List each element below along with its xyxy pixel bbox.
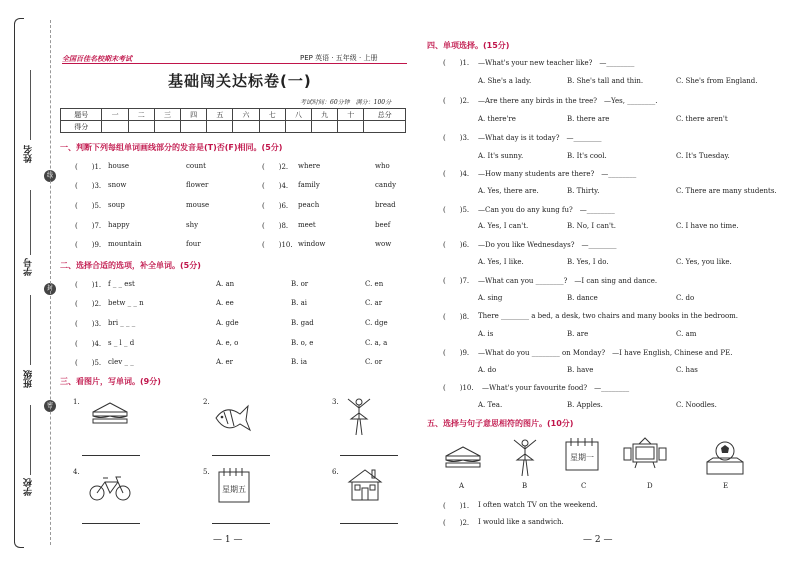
s4-option-c: C. There are many students. — [676, 187, 777, 195]
score-cell: 总分 — [364, 109, 406, 121]
s4-question: —What day is it today? —________ — [478, 134, 602, 142]
score-cell: 二 — [128, 109, 154, 121]
score-input-cell[interactable] — [233, 121, 259, 133]
score-cell: 题号 — [61, 109, 102, 121]
s3-label-6: 6. — [332, 468, 339, 476]
s4-option-a: A. do — [478, 366, 497, 374]
s4-option-a: A. Yes, I like. — [478, 258, 524, 266]
section2-title: 二、选择合适的选项，补全单词。(5分) — [60, 261, 201, 270]
s4-option-c: C. I have no time. — [676, 222, 739, 230]
s1-word-a: house — [108, 162, 129, 170]
s5-pic-label-d: D — [647, 482, 653, 490]
fish-icon — [212, 398, 252, 438]
section1-title: 一、判断下列每组单词画线部分的发音是(T)否(F)相同。(5分) — [60, 143, 283, 152]
s4-question: —Can you do any kung fu? —________ — [478, 206, 615, 214]
s4-item-num: ( )7. — [443, 277, 470, 285]
score-input-cell[interactable] — [102, 121, 128, 133]
binding-margin — [0, 0, 52, 566]
s4-item-num: ( )10. — [443, 384, 474, 392]
score-input-cell[interactable] — [181, 121, 207, 133]
s1-item-num: ( )5. — [75, 202, 102, 210]
school-line — [30, 405, 31, 475]
s2-question: s _ l _ d — [108, 339, 135, 347]
s4-item-num: ( )9. — [443, 349, 470, 357]
name-label: 姓名 — [24, 145, 34, 163]
s2-option-a: A. ee — [216, 299, 234, 307]
s3-label-2: 2. — [203, 398, 210, 406]
edition: PEP 英语 · 五年级 · 上册 — [300, 54, 378, 62]
s4-option-c: C. has — [676, 366, 698, 374]
s1-word-b: count — [186, 162, 206, 170]
s2-item-num: ( )4. — [75, 340, 102, 348]
s4-option-c: C. She's from England. — [676, 77, 758, 85]
section3-title: 三、看图片，写单词。(9分) — [60, 377, 161, 386]
s4-option-c: C. there aren't — [676, 115, 728, 123]
seal-secret-mark: 密 — [44, 400, 56, 412]
s4-option-b: B. dance — [567, 294, 598, 302]
score-cell: 九 — [311, 109, 337, 121]
s4-option-b: B. It's cool. — [567, 152, 607, 160]
s5-pic-label-b: B — [522, 482, 528, 490]
s4-option-c: C. am — [676, 330, 697, 338]
score-input-cell[interactable] — [259, 121, 285, 133]
s1-word-b: who — [375, 162, 390, 170]
s1-item-num: ( )4. — [262, 182, 289, 190]
s4-option-c: C. Yes, you like. — [676, 258, 732, 266]
s4-option-b: B. are — [567, 330, 589, 338]
answer-line-5[interactable] — [212, 523, 270, 524]
s1-word-a: happy — [108, 221, 130, 229]
s1-item-num: ( )1. — [75, 163, 102, 171]
s4-question: —What's your new teacher like? —________ — [478, 59, 635, 67]
s1-item-num: ( )3. — [75, 182, 102, 190]
answer-line-3[interactable] — [340, 455, 398, 456]
s4-option-c: C. It's Tuesday. — [676, 152, 730, 160]
s4-option-b: B. Yes, I do. — [567, 258, 609, 266]
s4-option-b: B. No, I can't. — [567, 222, 616, 230]
s2-item-num: ( )1. — [75, 281, 102, 289]
s4-option-b: B. Thirty. — [567, 187, 600, 195]
s4-question: There ________ a bed, a desk, two chairs and many books in the bedroom. — [478, 312, 739, 320]
score-input-cell[interactable] — [128, 121, 154, 133]
score-cell: 十 — [338, 109, 364, 121]
s4-option-a: A. Tea. — [478, 401, 503, 409]
class-line — [30, 295, 31, 365]
s1-word-b: wow — [375, 240, 392, 248]
house-icon — [345, 466, 385, 502]
ball-on-box-icon — [703, 440, 747, 476]
header-rule — [62, 63, 407, 64]
number-line — [30, 190, 31, 255]
s5-pic-label-c: C — [581, 482, 587, 490]
s4-option-b: B. She's tall and thin. — [567, 77, 644, 85]
s2-option-b: B. or — [291, 280, 309, 288]
score-cell: 一 — [102, 109, 128, 121]
s1-word-b: bread — [375, 201, 396, 209]
s1-item-num: ( )7. — [75, 222, 102, 230]
s1-word-b: candy — [375, 181, 397, 189]
seal-seal-mark: 封 — [44, 283, 56, 295]
section4-title: 四、单项选择。(15分) — [427, 41, 510, 50]
s4-option-b: B. have — [567, 366, 594, 374]
s1-word-a: soup — [108, 201, 125, 209]
s3-label-1: 1. — [73, 398, 80, 406]
score-input-cell[interactable] — [338, 121, 364, 133]
score-input-cell[interactable] — [207, 121, 233, 133]
answer-line-6[interactable] — [340, 523, 398, 524]
s3-label-4: 4. — [73, 468, 80, 476]
s4-question: —Are there any birds in the tree? —Yes, ________. — [478, 97, 658, 105]
ballet-dancer-icon — [345, 395, 373, 437]
s4-item-num: ( )3. — [443, 134, 470, 142]
exam-info: 考试时间：60分钟 满分：100分 — [300, 99, 392, 106]
s4-item-num: ( )5. — [443, 206, 470, 214]
s2-option-b: B. o, e — [291, 339, 314, 347]
s4-item-num: ( )4. — [443, 170, 470, 178]
banner: 全国百佳名校期末考试 — [62, 54, 132, 63]
s4-option-a: A. there're — [478, 115, 516, 123]
score-cell: 八 — [285, 109, 311, 121]
answer-line-1[interactable] — [82, 455, 140, 456]
ballet-dancer-icon — [511, 436, 539, 478]
s2-item-num: ( )2. — [75, 300, 102, 308]
binding-bracket — [14, 18, 24, 548]
s4-option-a: A. sing — [478, 294, 503, 302]
s5-sentence: I often watch TV on the weekend. — [478, 501, 598, 509]
s4-option-a: A. Yes, I can't. — [478, 222, 529, 230]
score-cell: 七 — [259, 109, 285, 121]
sandwich-icon — [443, 444, 483, 470]
s4-option-a: A. Yes, there are. — [478, 187, 539, 195]
answer-line-2[interactable] — [212, 455, 270, 456]
s2-option-c: C. a, a — [365, 339, 388, 347]
s1-word-a: family — [298, 181, 320, 189]
s1-word-b: four — [186, 240, 201, 248]
s4-question: —What can you ________? —I can sing and dance. — [478, 277, 658, 285]
s1-item-num: ( )9. — [75, 241, 102, 249]
s4-item-num: ( )8. — [443, 313, 470, 321]
s4-question: —Do you like Wednesdays? —________ — [478, 241, 617, 249]
s4-question: —What do you ________ on Monday? —I have English, Chinese and PE. — [478, 349, 733, 357]
score-value-row — [61, 121, 406, 133]
score-cell: 五 — [207, 109, 233, 121]
s5-sentence: I would like a sandwich. — [478, 518, 564, 526]
s4-option-b: B. Apples. — [567, 401, 603, 409]
s2-option-b: B. gad — [291, 319, 314, 327]
s1-word-a: where — [298, 162, 321, 170]
s4-option-a: A. is — [478, 330, 494, 338]
sandwich-icon — [90, 400, 130, 426]
s1-word-a: meet — [298, 221, 316, 229]
s4-option-a: A. It's sunny. — [478, 152, 524, 160]
section5-title: 五、选择与句子意思相符的图片。(10分) — [427, 419, 574, 428]
s4-option-c: C. Noodles. — [676, 401, 717, 409]
tv-icon — [623, 436, 667, 472]
number-label: 学号 — [24, 258, 34, 276]
s2-option-a: A. e, o — [216, 339, 239, 347]
s3-label-5: 5. — [203, 468, 210, 476]
s4-item-num: ( )6. — [443, 241, 470, 249]
score-cell: 三 — [154, 109, 180, 121]
s2-option-a: A. an — [216, 280, 235, 288]
score-cell: 四 — [181, 109, 207, 121]
page-number-right: — 2 — — [583, 535, 613, 545]
s5-pic-label-e: E — [723, 482, 729, 490]
s1-word-a: peach — [298, 201, 320, 209]
s2-option-c: C. or — [365, 358, 383, 366]
score-cell: 六 — [233, 109, 259, 121]
s2-option-b: B. ia — [291, 358, 308, 366]
s1-item-num: ( )10. — [262, 241, 293, 249]
s1-item-num: ( )6. — [262, 202, 289, 210]
class-label: 班级 — [24, 370, 34, 388]
s2-question: betw _ _ n — [108, 299, 144, 307]
s1-word-b: beef — [375, 221, 391, 229]
s1-word-b: mouse — [186, 201, 210, 209]
s2-option-a: A. gde — [216, 319, 239, 327]
calendar-text: 星期一 — [570, 453, 594, 462]
s1-item-num: ( )8. — [262, 222, 289, 230]
score-input-cell[interactable] — [311, 121, 337, 133]
s1-word-b: shy — [186, 221, 199, 229]
s5-item-num: ( )1. — [443, 502, 470, 510]
s2-item-num: ( )3. — [75, 320, 102, 328]
score-input-cell[interactable] — [154, 121, 180, 133]
seal-line-mark: 线 — [44, 170, 56, 182]
score-row-label: 得分 — [61, 121, 102, 133]
s2-question: f _ _ est — [108, 280, 135, 288]
score-input-cell[interactable] — [285, 121, 311, 133]
s4-question: —What's your favourite food? —________ — [482, 384, 630, 392]
s1-word-a: snow — [108, 181, 127, 189]
score-input-cell[interactable] — [364, 121, 406, 133]
s2-item-num: ( )5. — [75, 359, 102, 367]
s4-item-num: ( )1. — [443, 59, 470, 67]
s2-option-c: C. dge — [365, 319, 388, 327]
s4-option-c: C. do — [676, 294, 695, 302]
s5-item-num: ( )2. — [443, 519, 470, 527]
score-table — [60, 108, 406, 133]
bicycle-icon — [88, 474, 132, 502]
s2-option-b: B. ai — [291, 299, 308, 307]
s1-word-b: flower — [186, 181, 209, 189]
s2-question: clev _ _ — [108, 358, 134, 366]
calendar-text: 星期五 — [222, 485, 246, 494]
score-header-row — [61, 109, 406, 121]
s3-label-3: 3. — [332, 398, 339, 406]
school-label: 学校 — [24, 478, 34, 496]
s1-word-a: window — [298, 240, 326, 248]
page-number-left: — 1 — — [213, 535, 243, 545]
s4-option-a: A. She's a lady. — [478, 77, 532, 85]
name-line — [30, 70, 31, 140]
s2-question: bri _ _ _ — [108, 319, 136, 327]
s5-pic-label-a: A — [459, 482, 465, 490]
s1-item-num: ( )2. — [262, 163, 289, 171]
cut-dash-line — [50, 20, 51, 545]
s1-word-a: mountain — [108, 240, 142, 248]
s2-option-c: C. en — [365, 280, 384, 288]
s4-option-b: B. there are — [567, 115, 610, 123]
s4-question: —How many students are there? —________ — [478, 170, 637, 178]
s2-option-c: C. ar — [365, 299, 383, 307]
page-title: 基础闯关达标卷(一) — [168, 72, 312, 90]
answer-line-4[interactable] — [82, 523, 140, 524]
s4-item-num: ( )2. — [443, 97, 470, 105]
s2-option-a: A. er — [216, 358, 233, 366]
